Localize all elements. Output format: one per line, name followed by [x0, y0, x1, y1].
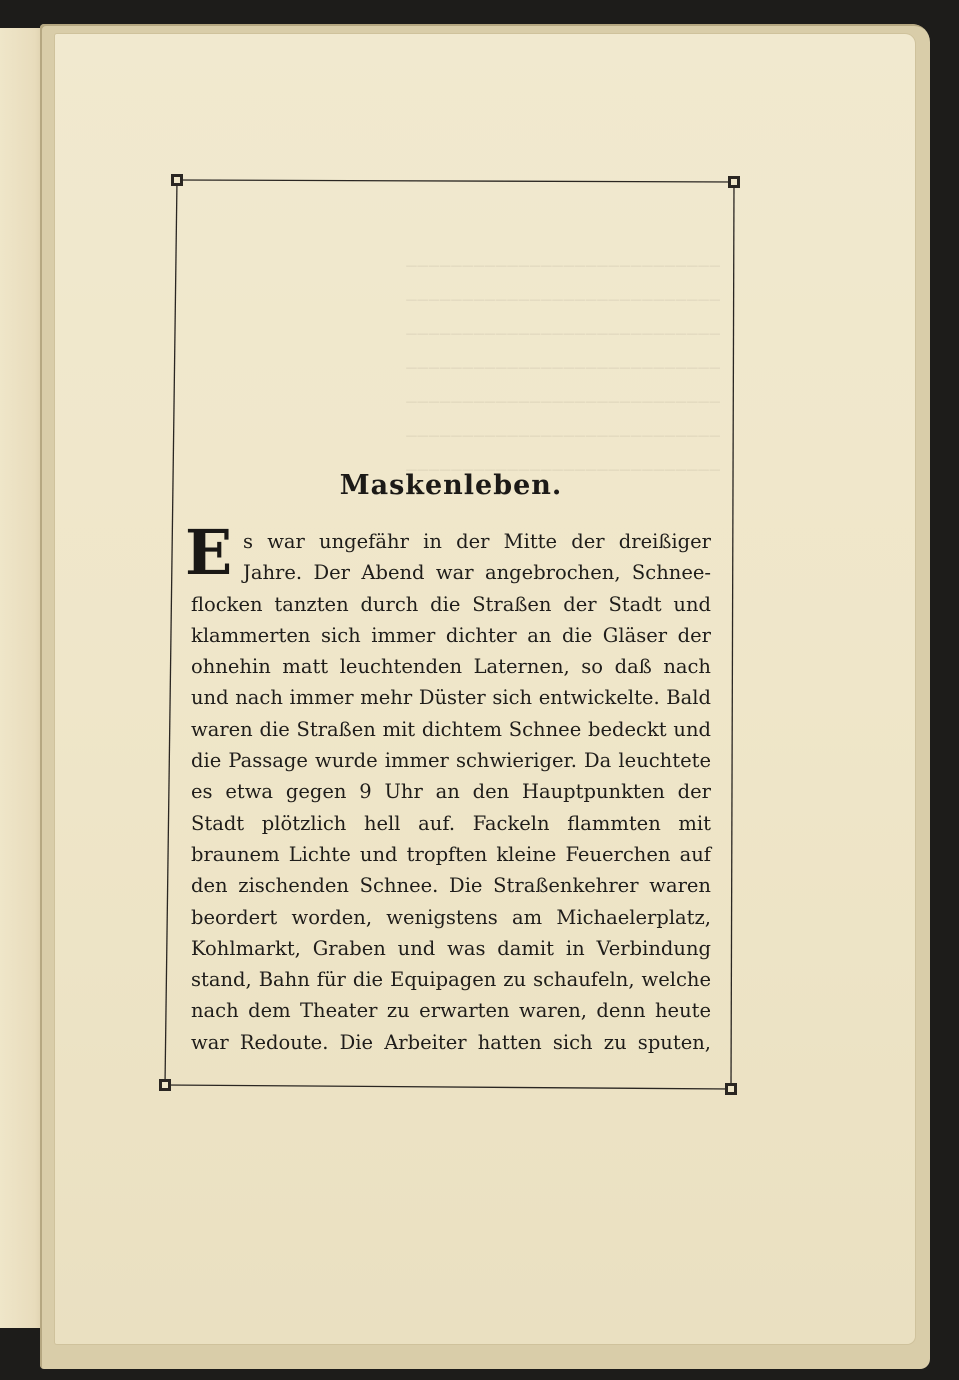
text-line: flocken tanzten durch die Straßen der Stadt und: [191, 592, 711, 616]
body-text: [185, 516, 711, 1058]
text-line: es etwa gegen 9 Uhr an den Hauptpunkten der: [191, 780, 711, 804]
bleed-through-text: ──────────────────────────── ──────────────────────────── ──────────────────────────── ──────────────────────────── ──────────────────────────── ──────────────────────────── ────────────────────────────: [405, 257, 720, 481]
text-line: Kohlmarkt, Graben und was damit in Verbindung: [191, 936, 711, 960]
text-line: ohnehin matt leuchtenden Laternen, so daß nach: [191, 655, 711, 679]
text-line: den zischenden Schnee. Die Straßenkehrer waren: [191, 874, 711, 898]
corner-ornament-br: [725, 1083, 737, 1095]
text-line: stand, Bahn für die Equipagen zu schaufeln, welche: [191, 968, 711, 992]
drop-cap: E: [185, 516, 233, 589]
text-line: beordert worden, wenigstens am Michaelerplatz,: [191, 905, 711, 929]
corner-ornament-tl: [171, 174, 183, 186]
chapter-title: Maskenleben.: [339, 470, 563, 501]
text-line: und nach immer mehr Düster sich entwickelte. Bald: [191, 686, 711, 710]
text-line: waren die Straßen mit dichtem Schnee bedeckt und: [191, 717, 711, 741]
text-line: braunem Lichte und tropften kleine Feuerchen auf: [191, 842, 711, 866]
corner-ornament-tr: [728, 176, 740, 188]
text-line: die Passage wurde immer schwieriger. Da leuchtete: [191, 749, 711, 773]
text-line: war Redoute. Die Arbeiter hatten sich zu sputen,: [191, 1030, 711, 1054]
text-line: klammerten sich immer dichter an die Gläser der: [191, 623, 711, 647]
corner-ornament-bl: [159, 1079, 171, 1091]
text-line: Jahre. Der Abend war angebrochen, Schnee-: [243, 561, 711, 585]
text-line: nach dem Theater zu erwarten waren, denn heute: [191, 999, 711, 1023]
text-line: s war ungefähr in der Mitte der dreißiger: [243, 530, 711, 553]
text-line: Stadt plötzlich hell auf. Fackeln flammten mit: [191, 811, 711, 835]
